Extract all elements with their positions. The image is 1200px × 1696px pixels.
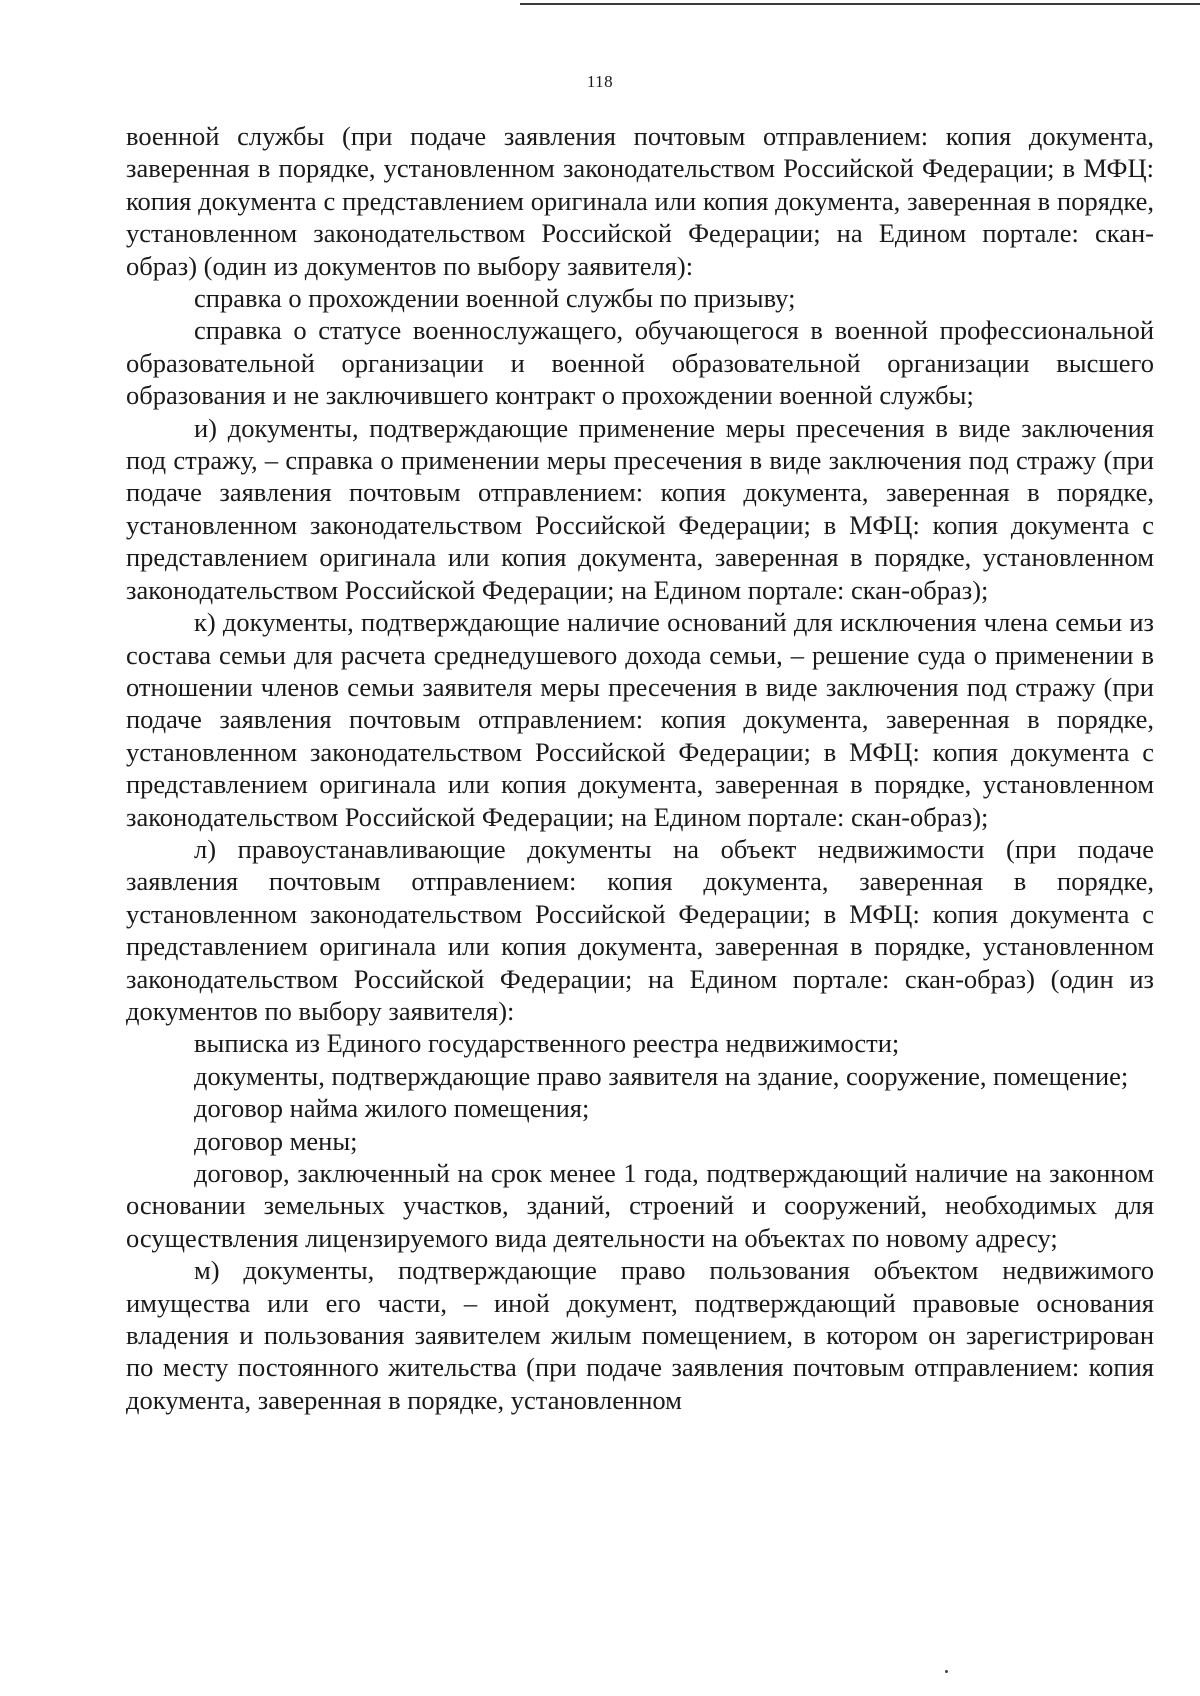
paragraph-serviceman-status-certificate: справка о статусе военнослужащего, обучающегося в военной профессиональной образовательной организации и военной образовательной организации высшего образования и не заключившего контракт о прохождении военной службы; — [126, 315, 1154, 411]
paragraph-item-l: л) правоустанавливающие документы на объект недвижимости (при подаче заявления почтовым отправлением: копия документа, заверенная в порядке, установленном законодательством Российской Федерации; в МФЦ: копия документа с представлением оригинала или копия документа, заверенная в порядке, установленном законодательством Российской Федерации; на Едином портале: скан-образ) (один из документов по выбору заявителя): — [126, 833, 1154, 1026]
paragraph-exchange-agreement: договор мены; — [194, 1125, 358, 1156]
document-body — [126, 120, 1154, 1416]
page-number: 118 — [586, 72, 614, 91]
paragraph-military-service-docs: военной службы (при подаче заявления почтовым отправлением: копия документа, заверенная в порядке, установленном законодательством Российской Федерации; в МФЦ: копия документа с представлением оригинала или копия документа, заверенная в порядке, установленном законодательством Российской Федерации; на Едином портале: скан-образ) (один из документов по выбору заявителя): — [126, 121, 1154, 281]
paragraph-registry-extract: выписка из Единого государственного реестра недвижимости; — [194, 1028, 900, 1059]
scan-speck — [945, 1670, 948, 1673]
scan-edge-line — [520, 3, 1200, 5]
paragraph-item-i: и) документы, подтверждающие применение меры пресечения в виде заключения под стражу, – справка о применении меры пресечения в виде заключения под стражу (при подаче заявления почтовым отправлением: копия документа, заверенная в порядке, установленном законодательством Российской Федерации; в МФЦ: копия документа с представлением оригинала или копия документа, заверенная в порядке, установленном законодательством Российской Федерации; на Едином портале: скан-образ); — [126, 412, 1154, 605]
paragraph-property-rights-docs: документы, подтверждающие право заявителя на здание, сооружение, помещение; — [194, 1060, 1129, 1091]
paragraph-item-m: м) документы, подтверждающие право пользования объектом недвижимого имущества или его части, – иной документ, подтверждающий правовые основания владения и пользования заявителем жилым помещением, в котором он зарегистрирован по месту постоянного жительства (при подаче заявления почтовым отправлением: копия документа, заверенная в порядке, установленном — [126, 1255, 1154, 1415]
paragraph-conscription-certificate: справка о прохождении военной службы по призыву; — [194, 283, 796, 314]
paragraph-lease-agreement: договор найма жилого помещения; — [194, 1093, 590, 1124]
paragraph-item-k: к) документы, подтверждающие наличие оснований для исключения члена семьи из состава семьи для расчета среднедушевого дохода семьи, – решение суда о применении в отношении членов семьи заявителя меры пресечения в виде заключения под стражу (при подаче заявления почтовым отправлением: копия документа, заверенная в порядке, установленном законодательством Российской Федерации; в МФЦ: копия документа с представлением оригинала или копия документа, заверенная в порядке, установленном законодательством Российской Федерации; на Едином портале: скан-образ); — [126, 607, 1154, 832]
paragraph-short-term-agreement: договор, заключенный на срок менее 1 года, подтверждающий наличие на законном основании земельных участков, зданий, строений и сооружений, необходимых для осуществления лицензируемого вида деятельности на объектах по новому адресу; — [126, 1158, 1154, 1253]
